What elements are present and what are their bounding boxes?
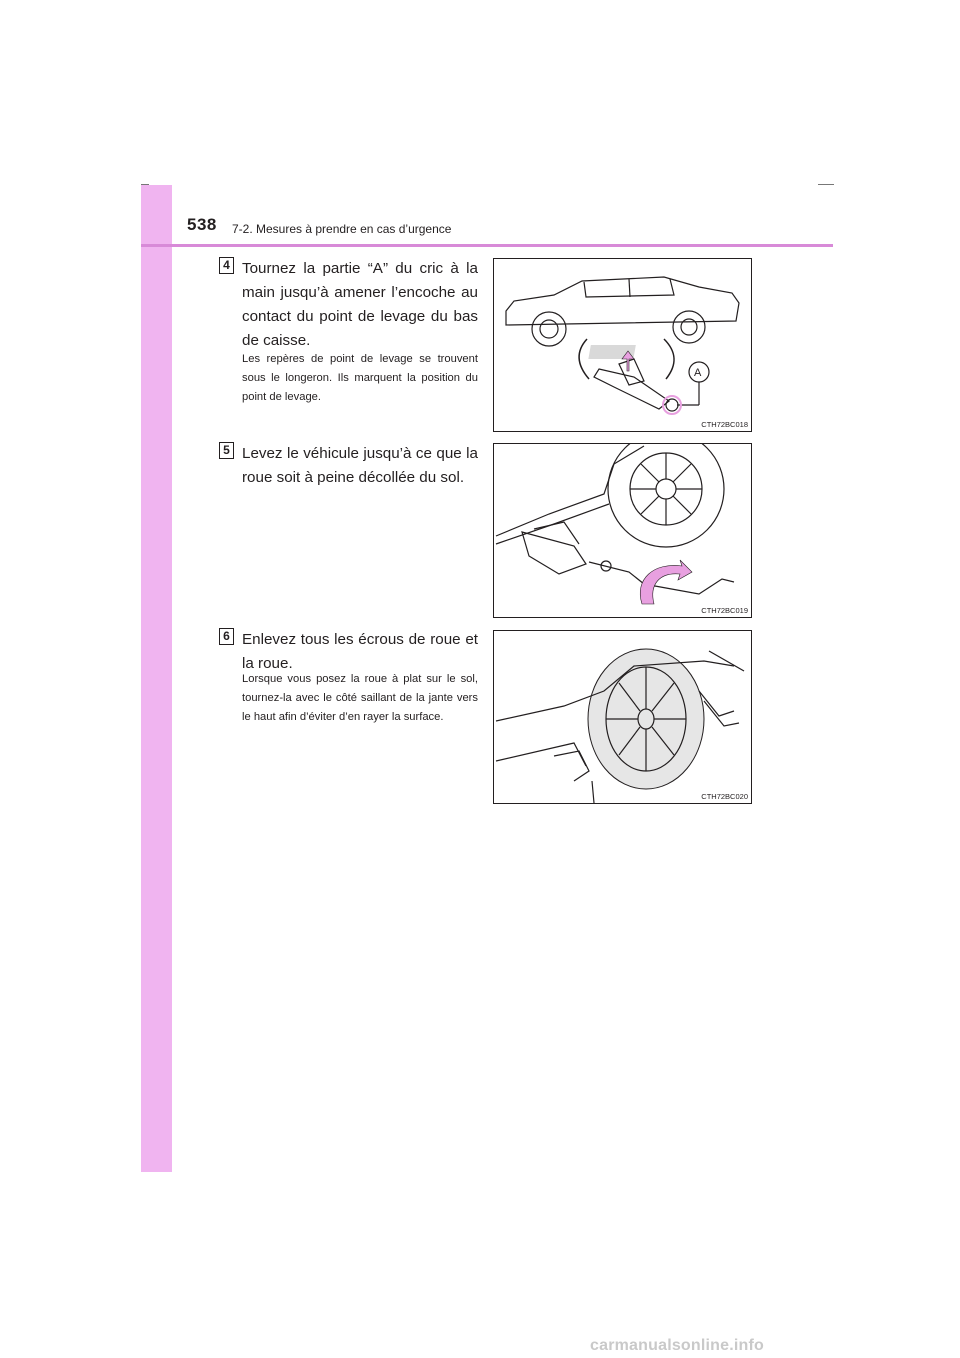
section-title: 7-2. Mesures à prendre en cas d’urgence [232,222,452,236]
header-rule [141,244,833,247]
step-note: Les repères de point de levage se trouvent sous le longeron. Ils marquent la position du point de levage. [242,353,478,403]
figure-lift-vehicle [493,443,752,618]
step-note: Lorsque vous posez la roue à plat sur le sol, tournez-la avec le côté saillant de la jante vers le haut afin d’éviter d’en rayer la surface. [242,673,478,723]
figure-jack-position [493,258,752,432]
lift-vehicle-illustration [494,444,751,617]
figure-code: CTH72BC019 [701,606,748,615]
figure-code: CTH72BC018 [701,420,748,429]
step-instruction: Enlevez tous les écrous de roue et la roue. [242,631,478,672]
step-instruction: Levez le véhicule jusqu’à ce que la roue soit à peine décollée du sol. [242,445,478,486]
figure-remove-wheel [493,630,752,804]
step-number-badge: 4 [219,257,234,274]
remove-wheel-illustration [494,631,751,803]
step-number-badge: 5 [219,442,234,459]
callout-label: A [694,367,702,379]
step-number-badge: 6 [219,628,234,645]
crop-mark [818,184,834,185]
page-number: 538 [187,215,217,234]
crop-mark [141,184,149,185]
chapter-tab-bar [141,185,172,1172]
figure-code: CTH72BC020 [701,792,748,801]
watermark: carmanualsonline.info [590,1337,765,1354]
step-instruction: Tournez la partie “A” du cric à la main jusqu’à amener l’encoche au contact du point de levage du bas de caisse. [242,260,478,349]
car-jack-illustration [494,259,751,431]
